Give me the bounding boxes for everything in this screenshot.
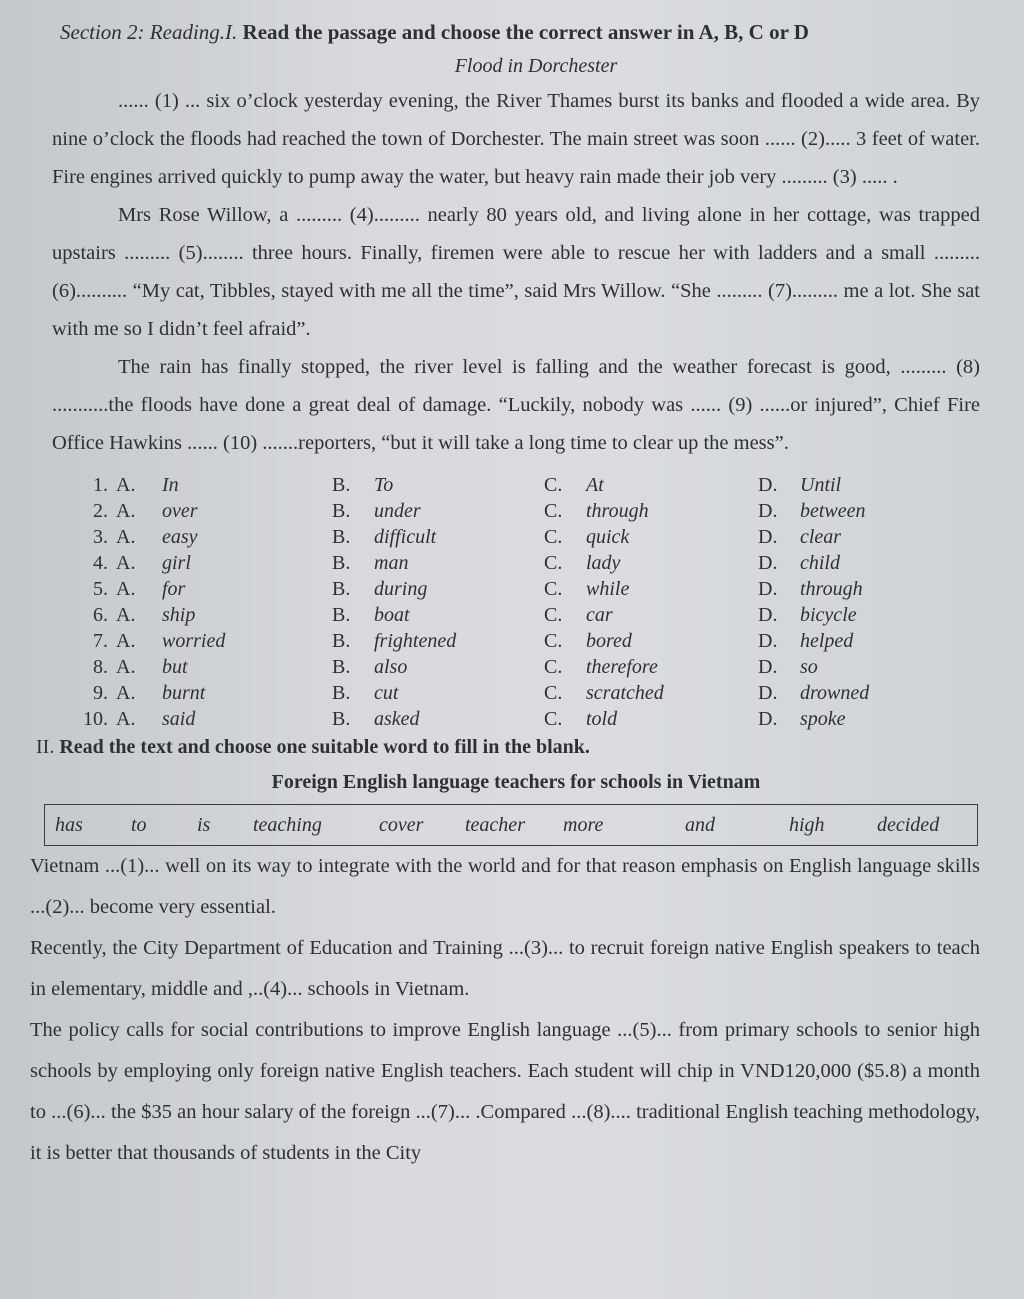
question-number: 9.: [93, 682, 108, 704]
passage-2-paragraph: The policy calls for social contributions to improve English language ...(5)... from primary schools to senior high schools by employing only foreign native English teachers. Each student will chip in VND120,000 ($5.8) a month to ...(6)... the $35 an hour salary of the foreign ...(7)... .Compared ...(8).... traditional English teaching methodology, it is better that thousands of students in the City: [30, 1019, 980, 1164]
option-letter-d: D.: [758, 474, 778, 496]
option-letter-a: A.: [116, 552, 136, 574]
option-letter-a: A.: [116, 526, 136, 548]
passage-1-paragraph: The rain has finally stopped, the river level is falling and the weather forecast is good, ......... (8) ...........the floods have done a great deal of damage. “Luckily, nobody was ...... (9) ......or injured”, Chief Fire Office Hawkins ...... (10) .......reporters, “but it will take a long time to clear up the mess”.: [52, 356, 980, 454]
option-word-d: between: [800, 500, 866, 522]
option-word-c: while: [586, 578, 630, 600]
option-word-d: child: [800, 552, 840, 574]
option-word-b: asked: [374, 708, 420, 730]
option-letter-c: C.: [544, 578, 563, 600]
option-word-b: frightened: [374, 630, 457, 652]
option-letter-d: D.: [758, 708, 778, 730]
word-bank-item: teacher: [465, 813, 525, 836]
question-number: 7.: [93, 630, 108, 652]
word-bank-item: cover: [379, 813, 424, 836]
option-word-c: told: [586, 708, 618, 730]
option-letter-c: C.: [544, 604, 563, 626]
option-word-a: easy: [162, 526, 198, 548]
option-letter-a: A.: [116, 656, 136, 678]
option-word-b: boat: [374, 604, 410, 626]
option-word-c: lady: [586, 552, 621, 574]
option-word-a: In: [162, 474, 179, 496]
option-word-c: scratched: [586, 682, 664, 704]
passage-2-title: Foreign English language teachers for schools in Vietnam: [271, 771, 761, 793]
option-word-a: for: [162, 578, 186, 600]
option-word-d: bicycle: [800, 604, 857, 626]
option-letter-d: D.: [758, 500, 778, 522]
question-number: 6.: [93, 604, 108, 626]
option-word-a: but: [162, 656, 188, 678]
option-word-b: also: [374, 656, 408, 678]
option-letter-b: B.: [332, 682, 351, 704]
passage-1-paragraph: ...... (1) ... six o’clock yesterday evening, the River Thames burst its banks and flooded a wide area. By nine o’clock the floods had reached the town of Dorchester. The main street was soon ...... (2)..... 3 feet of water. Fire engines arrived quickly to pump away the water, but heavy rain made their job very ......... (3) ..... .: [52, 90, 980, 188]
word-bank-item: decided: [877, 813, 940, 836]
option-letter-a: A.: [116, 708, 136, 730]
passage-2-paragraph: Vietnam ...(1)... well on its way to integrate with the world and for that reason emphasis on English language skills ...(2)... become very essential.: [30, 855, 980, 918]
option-letter-a: A.: [116, 578, 136, 600]
option-letter-b: B.: [332, 708, 351, 730]
section-1-heading: [60, 20, 980, 45]
option-letter-d: D.: [758, 578, 778, 600]
option-word-c: bored: [586, 630, 632, 652]
option-word-b: difficult: [374, 526, 437, 548]
option-letter-c: C.: [544, 682, 563, 704]
option-word-a: burnt: [162, 682, 206, 704]
word-bank-item: is: [197, 813, 211, 836]
option-word-b: man: [374, 552, 409, 574]
option-word-d: clear: [800, 526, 842, 548]
option-word-b: during: [374, 578, 428, 600]
question-number: 8.: [93, 656, 108, 678]
option-word-d: through: [800, 578, 863, 600]
option-letter-c: C.: [544, 552, 563, 574]
word-bank-box: [44, 804, 978, 846]
option-word-c: car: [586, 604, 613, 626]
option-letter-c: C.: [544, 708, 563, 730]
section-2-instruction: Read the text and choose one suitable word to fill in the blank.: [59, 736, 590, 758]
section-1-instruction: Read the passage and choose the correct answer in A, B, C or D: [242, 20, 809, 44]
section-2-number: II.: [36, 736, 55, 758]
option-word-b: cut: [374, 682, 399, 704]
passage-1-title: Flood in Dorchester: [454, 55, 618, 77]
option-word-d: Until: [800, 474, 842, 496]
passage-2-paragraph: Recently, the City Department of Education and Training ...(3)... to recruit foreign native English speakers to teach in elementary, middle and ,..(4)... schools in Vietnam.: [30, 937, 980, 1000]
option-letter-a: A.: [116, 604, 136, 626]
word-bank-item: teaching: [253, 813, 322, 836]
word-bank-item: and: [685, 813, 715, 836]
option-letter-d: D.: [758, 526, 778, 548]
question-number: 4.: [93, 552, 108, 574]
word-bank-item: high: [789, 813, 825, 836]
question-number: 10.: [83, 708, 108, 730]
option-letter-b: B.: [332, 656, 351, 678]
option-letter-b: B.: [332, 578, 351, 600]
option-word-c: through: [586, 500, 649, 522]
question-number: 5.: [93, 578, 108, 600]
section-number: I.: [225, 20, 238, 44]
passage-1-paragraph: Mrs Rose Willow, a ......... (4)......... nearly 80 years old, and living alone in her cottage, was trapped upstairs ......... (5)........ three hours. Finally, firemen were able to rescue her with ladders and a small ......... (6).......... “My cat, Tibbles, stayed with me all the time”, said Mrs Willow. “She ......... (7)......... me a lot. She sat with me so I didn’t feel afraid”.: [52, 204, 980, 340]
option-word-a: worried: [162, 630, 226, 652]
option-letter-a: A.: [116, 682, 136, 704]
option-letter-c: C.: [544, 500, 563, 522]
word-bank-item: more: [563, 813, 604, 836]
option-word-a: ship: [162, 604, 196, 626]
option-word-b: To: [374, 474, 394, 496]
question-number: 1.: [93, 474, 108, 496]
option-word-a: girl: [162, 552, 191, 574]
option-letter-a: A.: [116, 500, 136, 522]
option-word-a: said: [162, 708, 196, 730]
option-letter-d: D.: [758, 656, 778, 678]
option-word-c: quick: [586, 526, 630, 548]
question-number: 3.: [93, 526, 108, 548]
option-word-d: drowned: [800, 682, 870, 704]
option-letter-b: B.: [332, 552, 351, 574]
option-word-d: helped: [800, 630, 854, 652]
option-letter-c: C.: [544, 656, 563, 678]
option-letter-a: A.: [116, 474, 136, 496]
option-word-c: therefore: [586, 656, 658, 678]
option-letter-d: D.: [758, 552, 778, 574]
option-word-d: spoke: [800, 708, 846, 730]
option-word-b: under: [374, 500, 421, 522]
option-letter-b: B.: [332, 500, 351, 522]
option-letter-c: C.: [544, 630, 563, 652]
word-bank-item: to: [131, 813, 147, 836]
option-word-a: over: [162, 500, 198, 522]
answer-options-grid: [80, 472, 980, 732]
option-letter-d: D.: [758, 682, 778, 704]
option-letter-a: A.: [116, 630, 136, 652]
option-letter-d: D.: [758, 604, 778, 626]
section-2-heading: [36, 736, 980, 759]
section-label: Section 2: Reading.: [60, 20, 226, 44]
option-letter-c: C.: [544, 526, 563, 548]
option-letter-b: B.: [332, 604, 351, 626]
option-letter-b: B.: [332, 630, 351, 652]
option-letter-c: C.: [544, 474, 563, 496]
question-number: 2.: [93, 500, 108, 522]
word-bank-item: has: [55, 813, 83, 836]
option-letter-b: B.: [332, 474, 351, 496]
option-letter-d: D.: [758, 630, 778, 652]
option-word-d: so: [800, 656, 818, 678]
option-word-c: At: [586, 474, 604, 496]
option-letter-b: B.: [332, 526, 351, 548]
